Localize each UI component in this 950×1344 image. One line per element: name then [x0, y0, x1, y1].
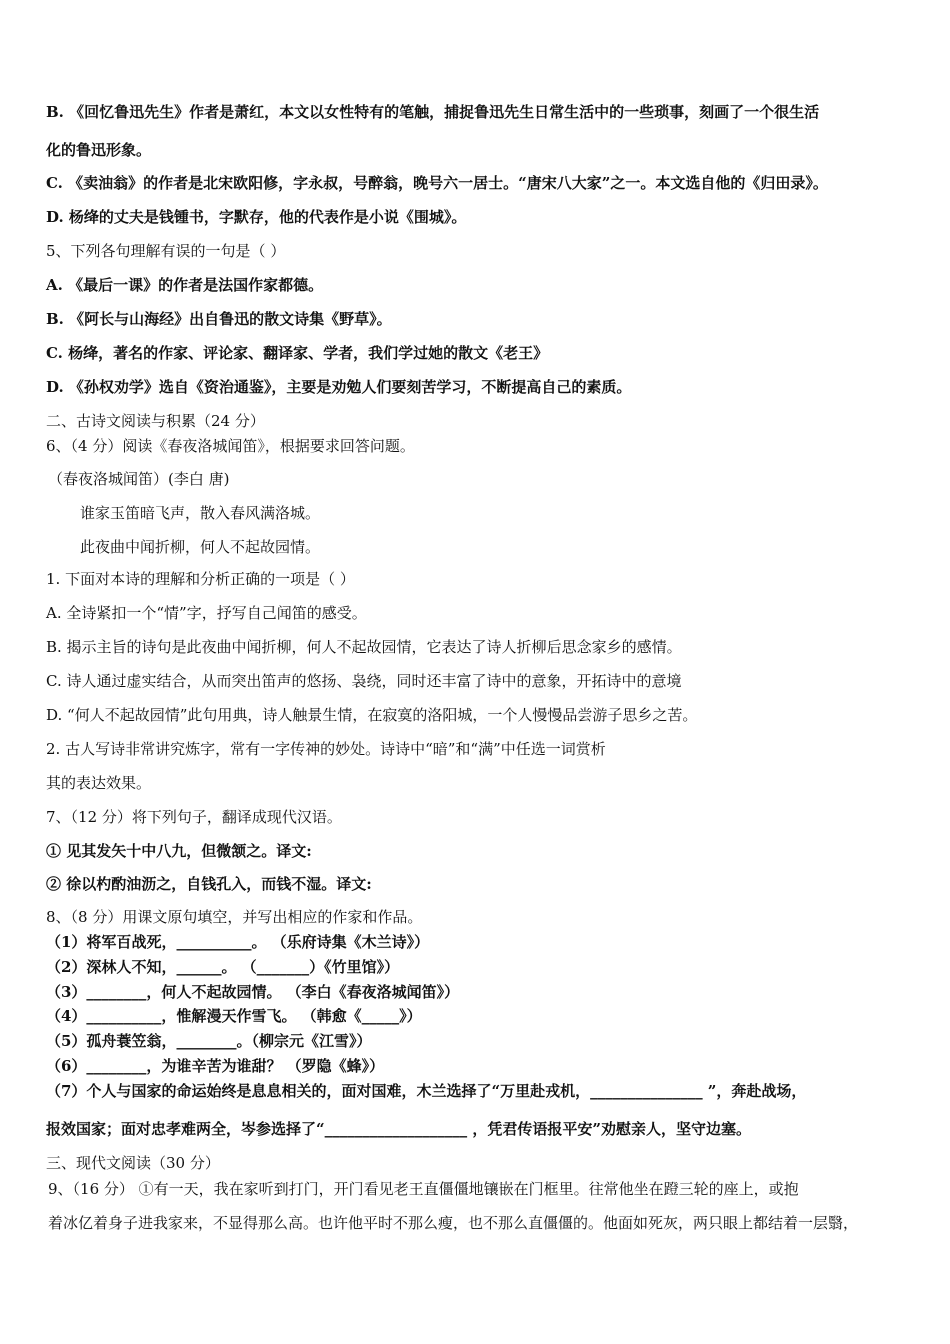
- option-d-line: D. 杨绛的丈夫是钱锺书，字默存，他的代表作是小说《围城》。: [46, 208, 467, 226]
- q6-option-c: C. 诗人通过虚实结合，从而突出笛声的悠扬、袅绕，同时还丰富了诗中的意象，开拓诗中的意境: [46, 672, 682, 690]
- question-6: 6、（4 分）阅读《春夜洛城闻笛》，根据要求回答问题。: [46, 437, 415, 455]
- q8-item-7-continuation: 报效国家；面对忠孝难两全，岑参选择了“___________________ ，凭君传语报平安”劝慰亲人，坚守边塞。: [46, 1120, 751, 1138]
- question-7: 7、（12 分）将下列句子，翻译成现代汉语。: [46, 808, 342, 826]
- q5-option-b: B. 《阿长与山海经》出自鲁迅的散文诗集《野草》。: [46, 310, 392, 328]
- q6-sub-1: 1. 下面对本诗的理解和分析正确的一项是（ ）: [46, 570, 355, 588]
- poem-title: （春夜洛城闻笛）(李白 唐): [48, 470, 230, 488]
- q6-option-b: B. 揭示主旨的诗句是此夜曲中闻折柳，何人不起故园情，它表达了诗人折柳后思念家乡的感情。: [46, 638, 682, 656]
- q6-option-a: A. 全诗紧扣一个“情”字，抒写自己闻笛的感受。: [46, 604, 367, 622]
- section-2-heading: 二、古诗文阅读与积累（24 分）: [46, 412, 265, 430]
- q5-option-c: C. 杨绛，著名的作家、评论家、翻译家、学者，我们学过她的散文《老王》: [46, 344, 549, 362]
- q5-option-d: D. 《孙权劝学》选自《资治通鉴》，主要是劝勉人们要刻苦学习，不断提高自己的素质。: [46, 378, 632, 396]
- poem-line-1: 谁家玉笛暗飞声，散入春风满洛城。: [80, 504, 321, 522]
- question-9: 9、（16 分） ①有一天，我在家听到打门，开门看见老王直僵僵地镶嵌在门框里。往常他坐在蹬三轮的座上，或抱: [48, 1180, 799, 1198]
- section-3-heading: 三、现代文阅读（30 分）: [46, 1154, 220, 1172]
- q6-sub-2: 2. 古人写诗非常讲究炼字，常有一字传神的妙处。诗诗中“暗”和“满”中任选一词赏析: [46, 740, 606, 758]
- q8-item-1: （1）将军百战死，__________。 （乐府诗集《木兰诗》）: [46, 933, 430, 951]
- q8-item-2: （2）深林人不知，______。 （_______）《竹里馆》）: [46, 958, 400, 976]
- q6-sub-2-continuation: 其的表达效果。: [46, 774, 152, 792]
- option-c-line: C. 《卖油翁》的作者是北宋欧阳修，字永叔，号醉翁，晚号六一居士。“唐宋八大家”之一。本文选自他的《归田录》。: [46, 174, 828, 192]
- question-9-continuation: 着冰亿着身子进我家来，不显得那么高。也许他平时不那么瘦，也不那么直僵僵的。他面如死灰，两只眼上都结着一层翳，: [48, 1214, 859, 1232]
- q7-sentence-1: ① 见其发矢十中八九，但微颔之。译文:: [46, 842, 312, 860]
- q7-sentence-2: ② 徐以杓酌油沥之，自钱孔入，而钱不湿。译文:: [46, 875, 372, 893]
- question-5: 5、下列各句理解有误的一句是（ ）: [46, 242, 286, 260]
- option-b-continuation: 化的鲁迅形象。: [46, 141, 152, 159]
- q8-item-6: （6）________，为谁辛苦为谁甜？ （罗隐《蜂》）: [46, 1057, 385, 1075]
- q8-item-5: （5）孤舟蓑笠翁，________。（柳宗元《江雪》）: [46, 1032, 372, 1050]
- q8-item-7: （7）个人与国家的命运始终是息息相关的，面对国难，木兰选择了“万里赴戎机，_______________ ”，奔赴战场，: [46, 1082, 807, 1100]
- q8-item-3: （3）________，何人不起故园情。 （李白《春夜洛城闻笛》）: [46, 983, 460, 1001]
- q5-option-a: A. 《最后一课》的作者是法国作家都德。: [46, 276, 324, 294]
- q8-item-4: （4）__________，惟解漫天作雪飞。 （韩愈《_____》）: [46, 1007, 422, 1025]
- question-8: 8、（8 分）用课文原句填空，并写出相应的作家和作品。: [46, 908, 423, 926]
- q6-option-d: D. “何人不起故园情”此句用典，诗人触景生情，在寂寞的洛阳城，一个人慢慢品尝游子思乡之苦。: [46, 706, 698, 724]
- poem-line-2: 此夜曲中闻折柳，何人不起故园情。: [80, 538, 321, 556]
- option-b-line: B. 《回忆鲁迅先生》作者是萧红，本文以女性特有的笔触，捕捉鲁迅先生日常生活中的一些琐事，刻画了一个很生活: [46, 103, 820, 121]
